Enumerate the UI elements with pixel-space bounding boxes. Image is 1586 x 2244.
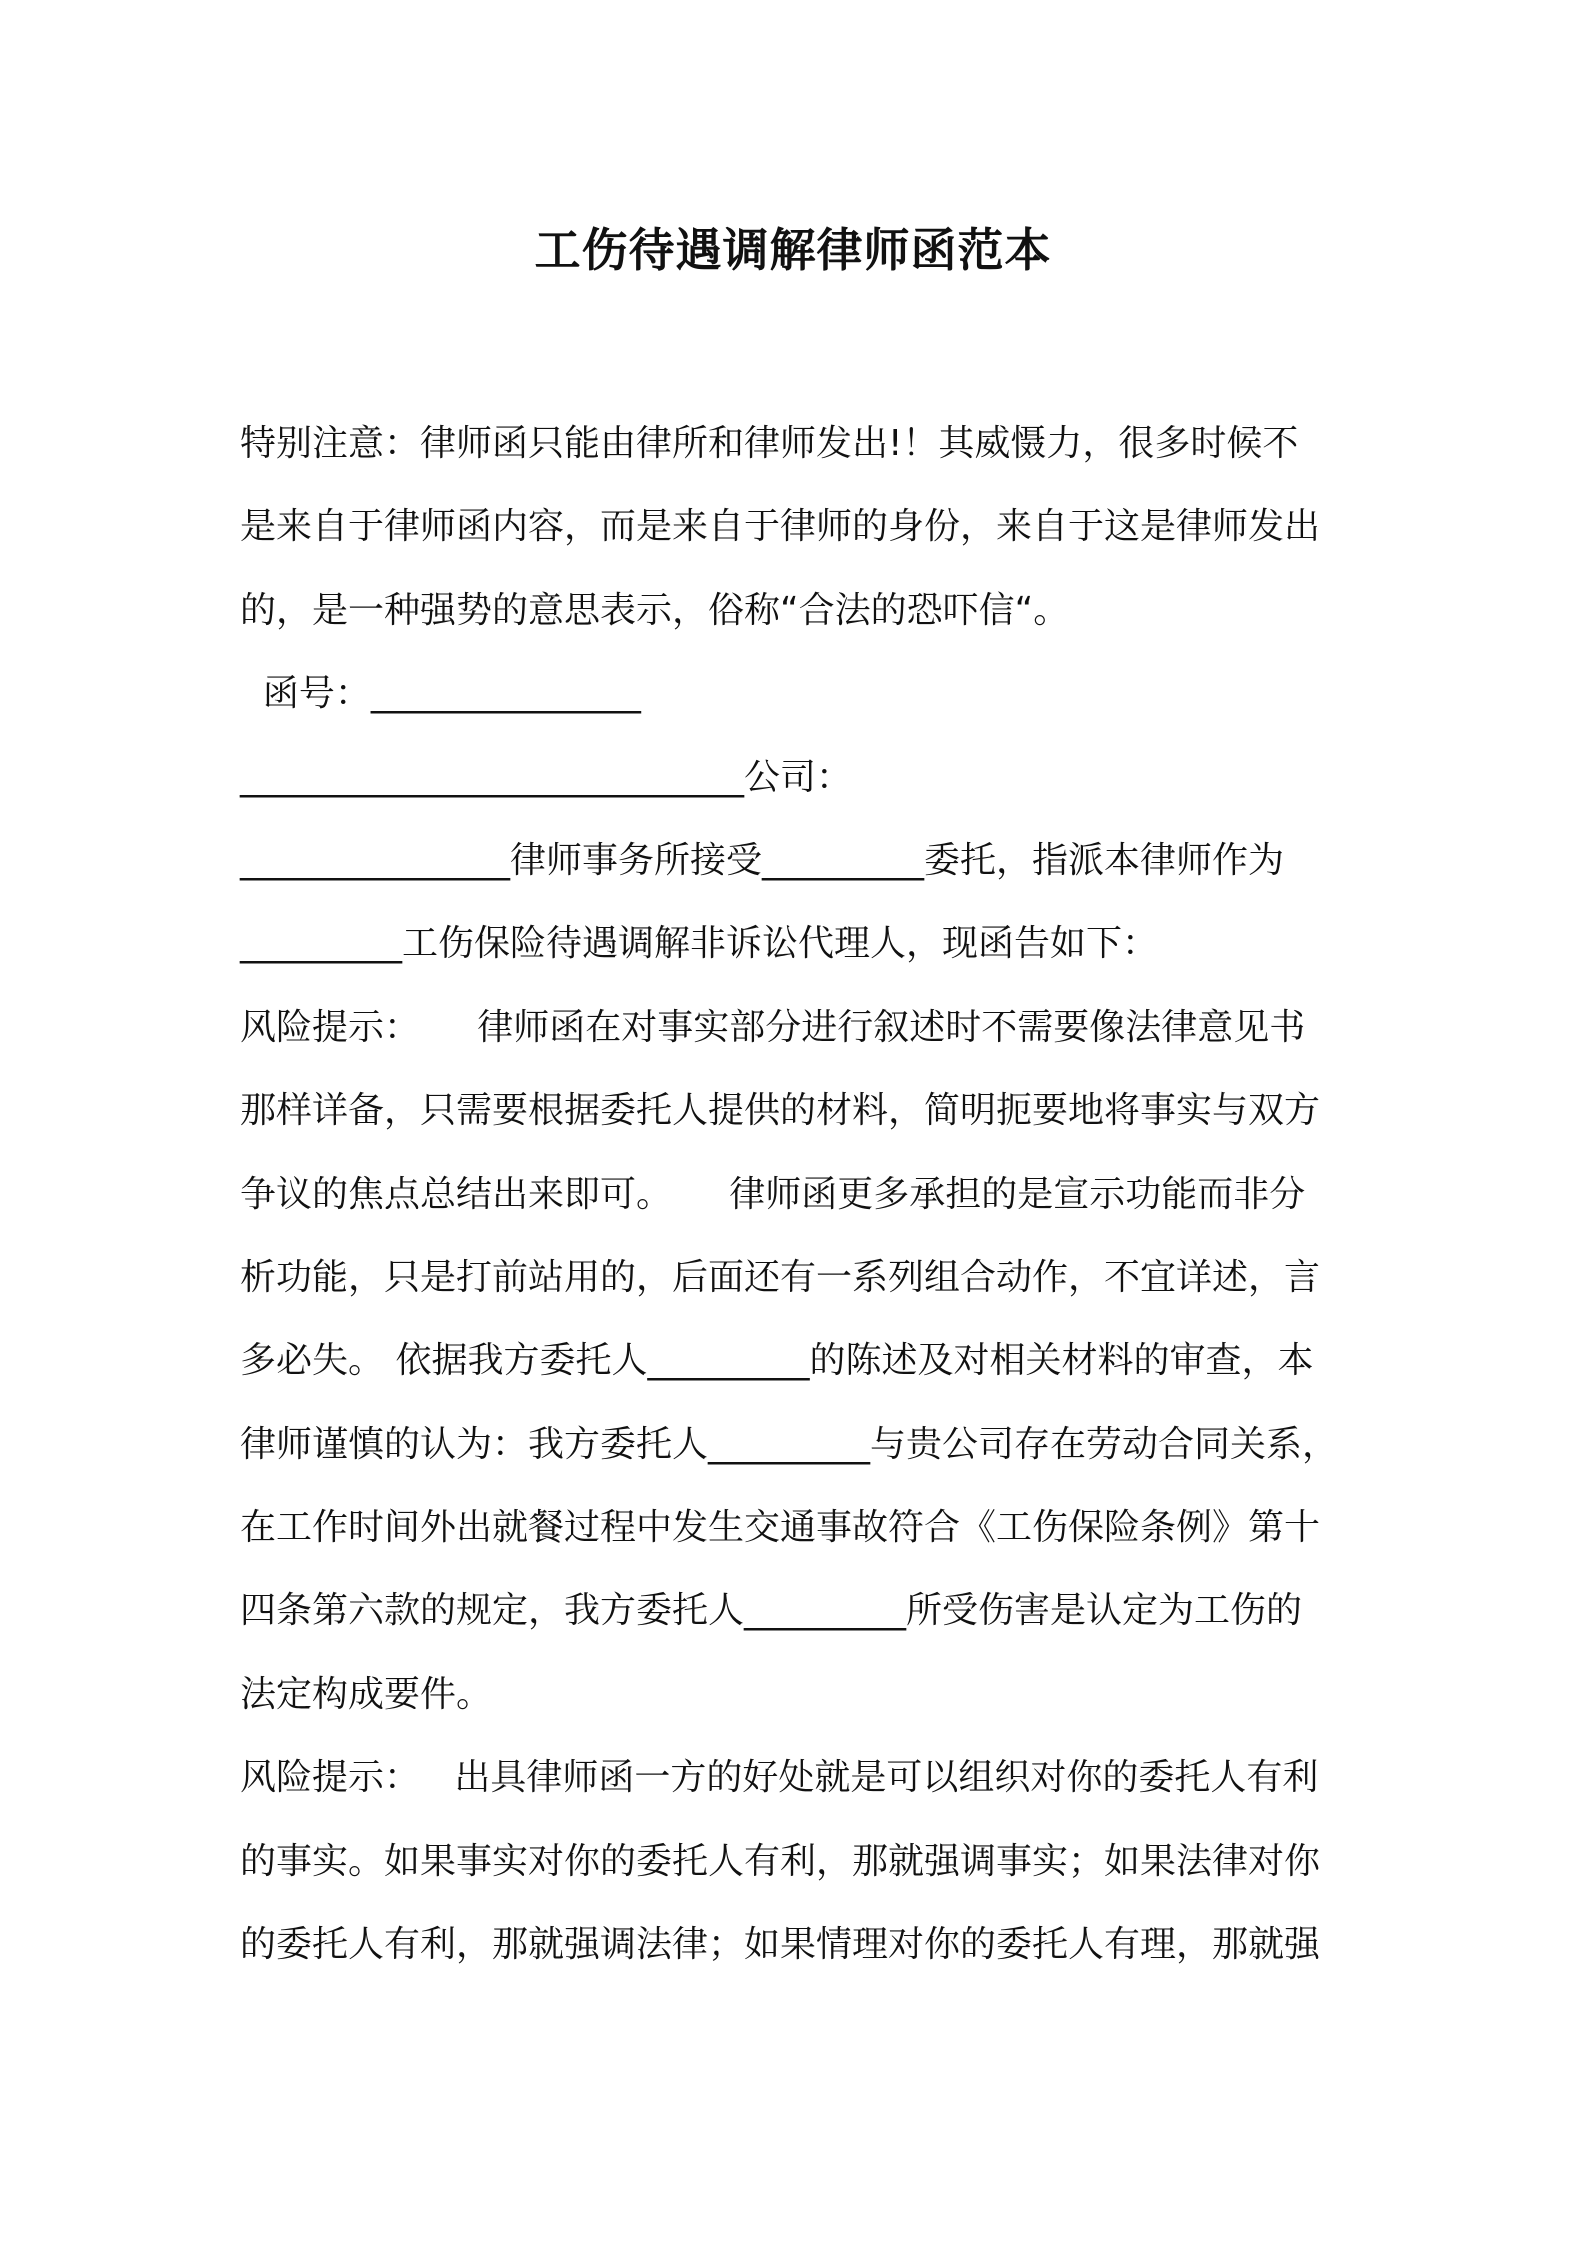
risk-note-2-line-2: 的事实。如果事实对你的委托人有利，那就强调事实；如果法律对你 bbox=[240, 1840, 1321, 1882]
body-line-1: 特别注意：律师函只能由律所和律师发出!！其威慑力，很多时候不 bbox=[240, 423, 1299, 464]
document-title: 工伤待遇调解律师函范本 bbox=[534, 223, 1052, 277]
risk-note-2-line-1: 风险提示： 出具律师函一方的好处就是可以组织对你的委托人有利 bbox=[240, 1757, 1319, 1799]
risk-note-1-line-2: 那样详备，只需要根据委托人提供的材料，简明扼要地将事实与双方 bbox=[240, 1090, 1321, 1132]
body-line-6: _______________律师事务所接受_________委托，指派本律师作为 bbox=[240, 839, 1285, 881]
risk-note-1-line-4: 析功能，只是打前站用的，后面还有一系列组合动作，不宜详述，言 bbox=[240, 1256, 1321, 1298]
letter-number-line: 函号：_______________ bbox=[240, 673, 641, 715]
body-line-7: _________工伤保险待遇调解非诉讼代理人，现函告如下： bbox=[240, 923, 1159, 965]
body-line-15: 四条第六款的规定，我方委托人_________所受伤害是认定为工伤的 bbox=[240, 1590, 1303, 1632]
document-body bbox=[240, 402, 1360, 1986]
recipient-company-line: ____________________________公司： bbox=[240, 756, 853, 798]
body-line-12: 多必失。 依据我方委托人_________的陈述及对相关材料的审查，本 bbox=[240, 1340, 1314, 1382]
body-line-2: 是来自于律师函内容，而是来自于律师的身份，来自于这是律师发出 bbox=[240, 506, 1321, 548]
body-line-16: 法定构成要件。 bbox=[240, 1673, 493, 1715]
body-line-13: 律师谨慎的认为：我方委托人_________与贵公司存在劳动合同关系， bbox=[240, 1423, 1339, 1465]
body-line-3: 的，是一种强势的意思表示，俗称“合法的恐吓信“。 bbox=[240, 589, 1070, 631]
risk-note-1-line-1: 风险提示： 律师函在对事实部分进行叙述时不需要像法律意见书 bbox=[240, 1006, 1306, 1048]
risk-note-2-line-3: 的委托人有利，那就强调法律；如果情理对你的委托人有理，那就强 bbox=[240, 1924, 1321, 1966]
body-line-14: 在工作时间外出就餐过程中发生交通事故符合《工伤保险条例》第十 bbox=[240, 1507, 1321, 1549]
risk-note-1-line-3: 争议的焦点总结出来即可。 律师函更多承担的是宣示功能而非分 bbox=[240, 1173, 1306, 1215]
